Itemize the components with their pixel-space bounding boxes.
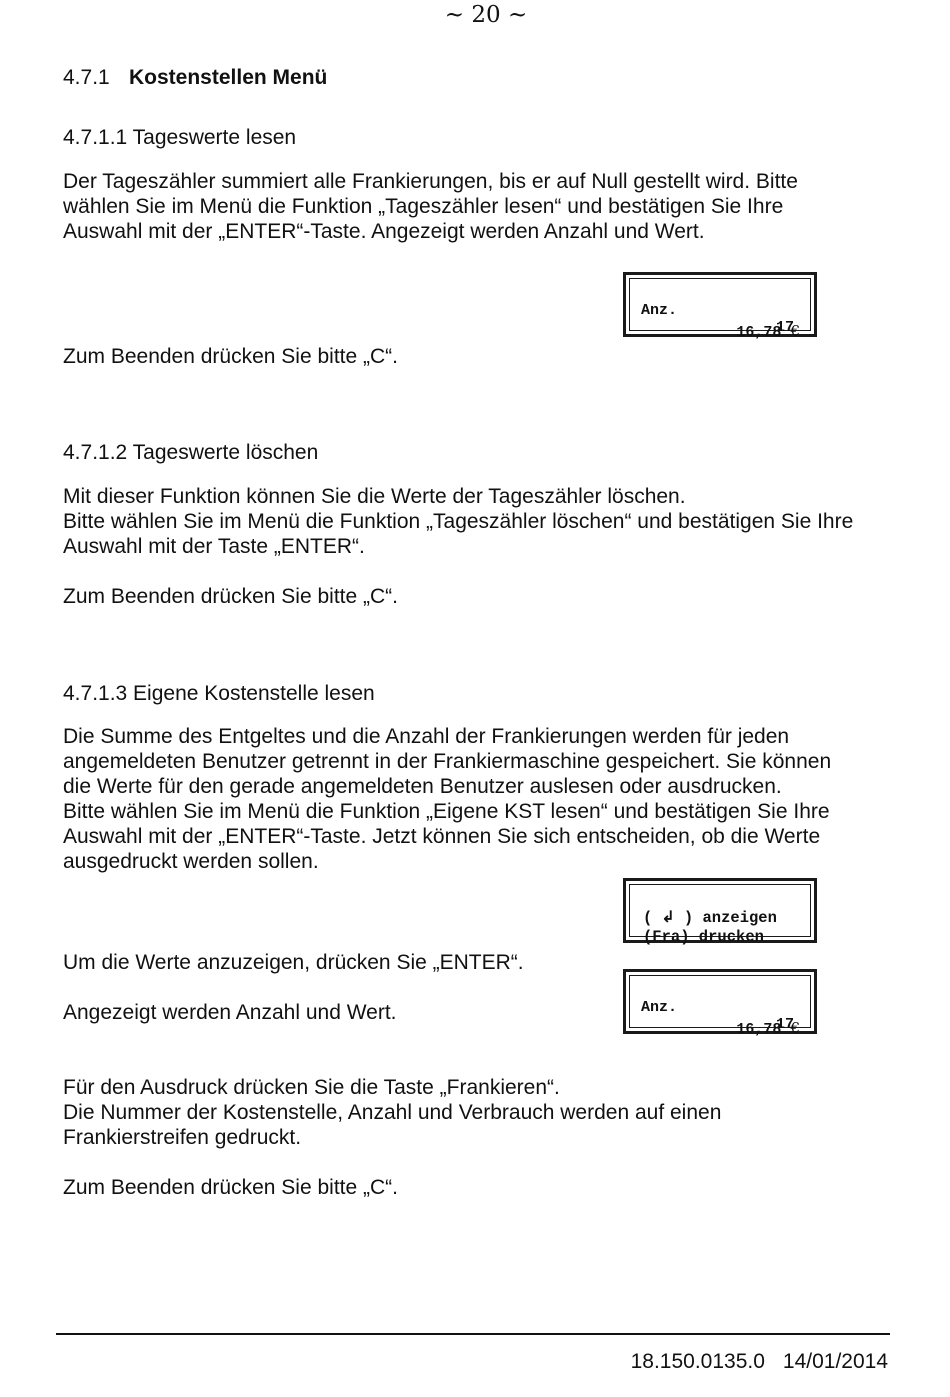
paragraph-line: Die Summe des Entgeltes und die Anzahl der Frankierungen werden für jeden: [63, 725, 790, 748]
lcd-count-label: Anz.: [641, 302, 678, 319]
end-instruction: Zum Beenden drücken Sie bitte „C“.: [63, 345, 398, 368]
section-heading: [63, 66, 327, 90]
page-number: ~ 20 ~: [444, 2, 528, 28]
lcd-amount-value: 16,78: [736, 324, 782, 341]
section-title: Kostenstellen Menü: [129, 66, 328, 89]
paragraph-line: wählen Sie im Menü die Funktion „Tageszähler lesen“ und bestätigen Sie Ihre: [63, 195, 784, 218]
lcd-currency-symbol: €: [790, 322, 800, 340]
paragraph-line: Frankierstreifen gedruckt.: [63, 1126, 302, 1149]
lcd-display-kostenstelle: [623, 969, 817, 1038]
footer: [631, 1350, 888, 1374]
paragraph-line: Bitte wählen Sie im Menü die Funktion „Tageszähler löschen“ und bestätigen Sie Ihre: [63, 510, 854, 533]
paragraph-line: Auswahl mit der „ENTER“-Taste. Angezeigt werden Anzahl und Wert.: [63, 220, 705, 243]
paragraph-line: Für den Ausdruck drücken Sie die Taste „Frankieren“.: [63, 1076, 560, 1099]
lcd-menu-line-print: (Fra) drucken: [643, 928, 764, 946]
paragraph-line: Auswahl mit der Taste „ENTER“.: [63, 535, 365, 558]
paragraph-line: Bitte wählen Sie im Menü die Funktion „Eigene KST lesen“ und bestätigen Sie Ihre: [63, 800, 830, 823]
section-number: 4.7.1: [63, 66, 110, 89]
lcd-currency-symbol: €: [790, 1019, 800, 1037]
lcd-count-label: Anz.: [641, 999, 678, 1016]
lcd-amount-value: 16,78: [736, 1021, 782, 1038]
subsection-heading-tageswerte-lesen: 4.7.1.1 Tageswerte lesen: [63, 126, 297, 149]
subsection-heading-tageswerte-loeschen: 4.7.1.2 Tageswerte löschen: [63, 441, 319, 464]
show-instruction: Um die Werte anzuzeigen, drücken Sie „ENTER“.: [63, 951, 524, 974]
end-instruction: Zum Beenden drücken Sie bitte „C“.: [63, 1176, 398, 1199]
paragraph-line: Die Nummer der Kostenstelle, Anzahl und Verbrauch werden auf einen: [63, 1101, 722, 1124]
paragraph-line: die Werte für den gerade angemeldeten Benutzer auslesen oder ausdrucken.: [63, 775, 782, 798]
lcd-count-value: 17: [775, 1016, 794, 1033]
document-date: 14/01/2014: [782, 1350, 888, 1373]
document-number: 18.150.0135.0: [630, 1350, 765, 1373]
subsection-heading-eigene-kostenstelle: 4.7.1.3 Eigene Kostenstelle lesen: [63, 682, 375, 705]
shown-values-text: Angezeigt werden Anzahl und Wert.: [63, 1001, 397, 1024]
paragraph-line: Mit dieser Funktion können Sie die Werte der Tageszähler löschen.: [63, 485, 686, 508]
lcd-count-value: 17: [775, 319, 794, 336]
paragraph-line: angemeldeten Benutzer getrennt in der Frankiermaschine gespeichert. Sie können: [63, 750, 832, 773]
lcd-menu-line-show: ( ↲ ) anzeigen: [643, 909, 777, 927]
paragraph-line: Der Tageszähler summiert alle Frankierungen, bis er auf Null gestellt wird. Bitte: [63, 170, 798, 193]
lcd-display-menu: [623, 878, 817, 946]
lcd-display-tageswerte: [623, 272, 817, 341]
paragraph-line: Auswahl mit der „ENTER“-Taste. Jetzt können Sie sich entscheiden, ob die Werte: [63, 825, 821, 848]
footer-divider: [56, 1333, 890, 1335]
paragraph-line: ausgedruckt werden sollen.: [63, 850, 319, 873]
end-instruction: Zum Beenden drücken Sie bitte „C“.: [63, 585, 398, 608]
